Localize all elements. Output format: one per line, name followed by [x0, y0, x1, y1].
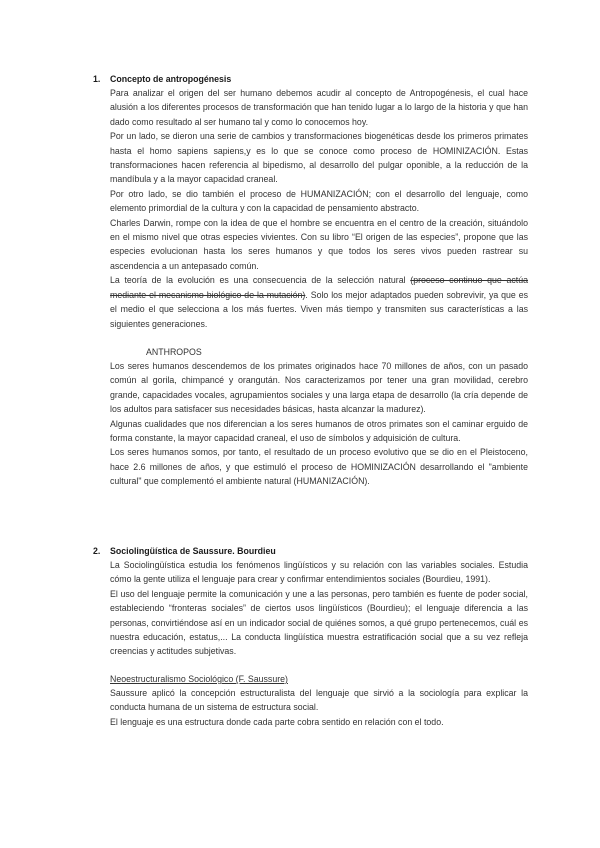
paragraph-antropogenesis: Para analizar el origen del ser humano debemos acudir al concepto de Antropogénesis, el cual hace alusión a los diferentes procesos de transformación que han tenido lugar a lo largo de la historia y que han dado como resultado al ser humano tal y como lo conocemos hoy. [110, 88, 528, 127]
paragraph-structure: El lenguaje es una estructura donde cada parte cobra sentido en relación con el todo. [110, 716, 444, 727]
strikethrough-text: (proceso continuo que actúa mediante el mecanismo biológico de la mutación) [110, 275, 529, 300]
evolution-text-end: . Solo los mejor adaptados pueden sobrevivir, ya que es el medio el que selecciona a los más fuertes. Viven más tiempo y transmiten sus características a las siguientes generaciones. [110, 289, 528, 329]
section-2-title: Sociolingüística de Saussure. Bourdieu [110, 546, 276, 556]
neoestructuralismo-title: Neoestructuralismo Sociológico (F. Saussure) [110, 674, 288, 684]
section-1-number: 1. [93, 74, 101, 84]
neoestructuralismo-body [110, 686, 528, 729]
paragraph-qualities: Algunas cualidades que nos diferencian a los seres humanos de otros primates son el caminar erguido de forma constante, la mayor capacidad craneal, el uso de símbolos y adquisición de cultura. [110, 418, 528, 444]
evolution-text-start: La teoría de la evolución es una consecuencia de la selección natural [110, 275, 411, 286]
section-1-title: Concepto de antropogénesis [110, 74, 232, 84]
section-2-number: 2. [93, 546, 101, 556]
section-1-body [110, 86, 528, 331]
paragraph-hominizacion: Por un lado, se dieron una serie de cambios y transformaciones biogenéticas desde los primeros primates hasta el homo sapiens sapiens,y es lo que se conoce como proceso de HOMINIZACIÓN. Estas transformaciones hacen referencia al bipedismo, al desarrollo del pulgar oponible, a la reducción de la mandíbula y a la mayor capacidad craneal. [110, 131, 528, 185]
anthropos-title: ANTHROPOS [146, 347, 202, 357]
section-1-heading [93, 72, 231, 86]
paragraph-humanizacion: Por otro lado, se dio también el proceso de HUMANIZACIÓN; con el desarrollo del lenguaje, como elemento primordial de la cultura y con la capacidad de pensamiento abstracto. [110, 188, 528, 214]
section-2-heading [93, 544, 276, 558]
paragraph-darwin: Charles Darwin, rompe con la idea de que el hombre se encuentra en el centro de la creación, situándolo en el mismo nivel que otras especies vivientes. Con su libro “El origen de las especies”, propone que las especies evolucionan hasta los seres humanos y que todos los seres vivos pueden rastrear su ascendencia a un antepasado común. [110, 217, 528, 271]
paragraph-evolution [110, 273, 528, 331]
paragraph-primates: Los seres humanos descendemos de los primates originados hace 70 millones de años, con un pasado común al gorila, chimpancé y orangután. Nos caracterizamos por tener una gran movilidad, cerebro grande, capacidades vocales, agrupamientos sociales y una larga etapa de desarrollo (la cría depende de los adultos para satisfacer sus necesidades básicas, hasta alcanzar la madurez). [110, 361, 528, 415]
section-2-body [110, 558, 528, 659]
anthropos-body [110, 359, 528, 489]
paragraph-sociolinguistica: La Sociolingüística estudia los fenómenos lingüísticos y su relación con las variables sociales. Estudia cómo la gente utiliza el lenguaje para crear y confirmar entendimientos sociales (Bourdieu, 1991). [110, 560, 528, 585]
paragraph-language-power: El uso del lenguaje permite la comunicación y une a las personas, pero también es fuente de poder social, estableciendo “fronteras sociales” de ciertos usos lingüísticos (Bourdieu); el lenguaje diferencia a las personas, convirtiéndose así en un indicador social de quiénes somos, a qué grupo pertenecemos, cuál es nuestra educación, estatus,... La conducta lingüística muestra estratificación social que a su vez refleja creencias y actitudes subjetivas. [110, 588, 528, 657]
paragraph-saussure: Saussure aplicó la concepción estructuralista del lenguaje que sirvió a la sociología para explicar la conducta humana de un sistema de estructura social. [110, 688, 528, 713]
paragraph-pleistoceno: Los seres humanos somos, por tanto, el resultado de un proceso evolutivo que se dio en el Pleistoceno, hace 2.6 millones de años, y que estimuló el proceso de HOMINIZACIÓN desarrollando el "ambiente cultural" que complementó el ambiente natural (HUMANIZACIÓN). [110, 447, 528, 487]
